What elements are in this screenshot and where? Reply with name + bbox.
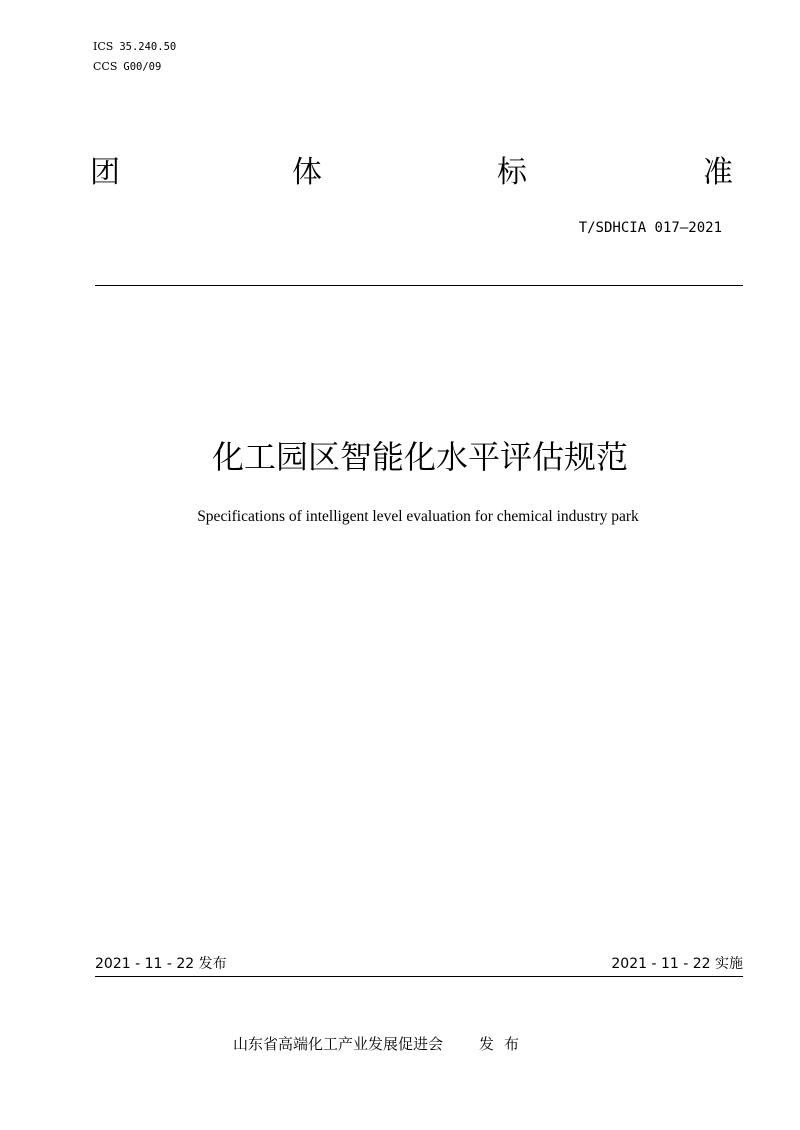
ics-label: ICS xyxy=(93,40,114,53)
standard-type-char: 团 xyxy=(90,155,120,190)
document-title: 化工园区智能化水平评估规范 xyxy=(211,438,628,476)
standard-type-char: 准 xyxy=(703,155,733,190)
footer-divider xyxy=(95,976,743,977)
ccs-classification xyxy=(93,60,161,74)
standard-type-char: 体 xyxy=(292,155,322,190)
publish-action: 发布 xyxy=(479,1035,530,1053)
standard-number: T/SDHCIA 017—2021 xyxy=(578,220,722,236)
publisher-name: 山东省高端化工产业发展促进会 xyxy=(233,1035,444,1053)
implementation-date: 2021 - 11 - 22 实施 xyxy=(611,956,743,972)
issue-date: 2021 - 11 - 22 发布 xyxy=(95,956,227,972)
header-divider xyxy=(95,285,743,286)
ics-classification xyxy=(93,40,176,54)
ics-code: 35.240.50 xyxy=(119,41,177,53)
publisher-line xyxy=(233,1034,529,1054)
document-subtitle-english: Specifications of intelligent level evaluation for chemical industry park xyxy=(197,508,639,525)
ccs-code: G00/09 xyxy=(123,61,162,73)
standard-type-char: 标 xyxy=(497,155,527,190)
ccs-label: CCS xyxy=(93,60,118,73)
